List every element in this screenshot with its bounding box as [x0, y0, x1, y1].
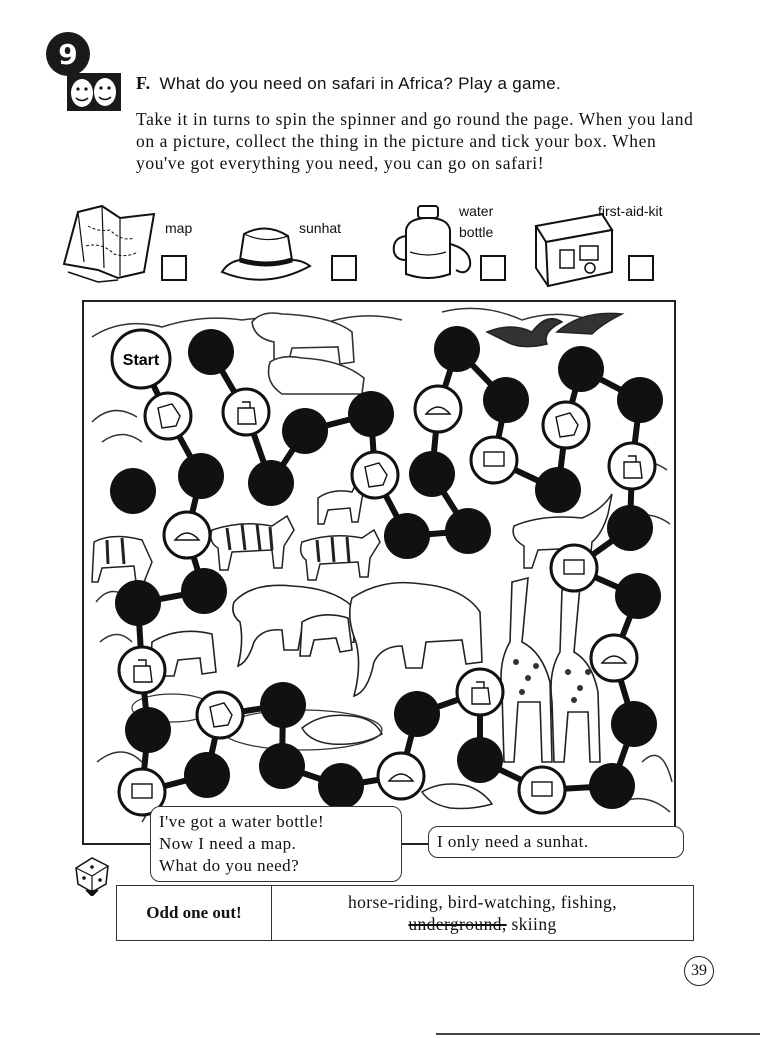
start-label: Start — [122, 352, 160, 369]
crossed-out-word: underground, — [408, 914, 507, 934]
task-letter: F. — [136, 73, 151, 93]
board-square[interactable] — [457, 737, 503, 783]
page-number: 39 — [684, 956, 714, 986]
first-aid-kit-label: first-aid-kit — [598, 203, 663, 219]
speech-bubble-right — [428, 826, 684, 858]
board-square[interactable] — [615, 573, 661, 619]
bubble-line: I only need a sunhat. — [437, 832, 589, 851]
first-aid-kit-icon — [132, 784, 152, 798]
board-square[interactable] — [282, 408, 328, 454]
board-square[interactable] — [384, 513, 430, 559]
board-square[interactable] — [125, 707, 171, 753]
speech-bubble-left — [150, 806, 402, 882]
board-square[interactable] — [409, 451, 455, 497]
board-square[interactable] — [558, 346, 604, 392]
board-square[interactable] — [318, 763, 364, 809]
board-drawing — [84, 302, 676, 845]
zebra-drawing — [92, 516, 380, 582]
odd-one-out-line: horse-riding, bird-watching, fishing, — [348, 892, 617, 912]
board-square[interactable] — [184, 752, 230, 798]
map-checkbox[interactable] — [161, 255, 187, 281]
board-square[interactable] — [115, 580, 161, 626]
task-title-text: What do you need on safari in Africa? Play a game. — [159, 74, 561, 93]
board-square[interactable] — [617, 377, 663, 423]
odd-one-out-label: Odd one out! — [117, 886, 272, 940]
lion-drawing — [252, 313, 364, 394]
board-square[interactable] — [110, 468, 156, 514]
task-title — [136, 73, 561, 94]
board-square[interactable] — [434, 326, 480, 372]
unit-number: 9 — [58, 37, 78, 71]
task-instructions: Take it in turns to spin the spinner and go round the page. When you land on a picture, collect the thing in the picture and tick your box. When you've got everything you need, you can go on safari! — [136, 109, 694, 173]
odd-one-out-line — [272, 913, 693, 935]
first-aid-kit-checkbox[interactable] — [628, 255, 654, 281]
die-icon — [72, 852, 112, 896]
pair-work-faces-icon — [66, 72, 122, 112]
game-board — [82, 300, 676, 845]
board-square[interactable] — [260, 682, 306, 728]
first-aid-kit-icon — [484, 452, 504, 466]
bottom-rule — [436, 1033, 760, 1035]
bottle-label: bottle — [459, 224, 494, 240]
board-square[interactable] — [611, 701, 657, 747]
board-square[interactable] — [589, 763, 635, 809]
bubble-line: I've got a water bottle! — [159, 812, 325, 831]
board-square[interactable] — [181, 568, 227, 614]
odd-one-out-words — [272, 886, 693, 940]
unit-badge — [46, 32, 90, 76]
first-aid-kit-icon — [532, 782, 552, 796]
odd-one-out-word: skiing — [511, 914, 557, 934]
map-label: map — [165, 220, 193, 236]
board-square[interactable] — [248, 460, 294, 506]
bubble-line: What do you need? — [159, 856, 300, 875]
sunhat-checkbox[interactable] — [331, 255, 357, 281]
water-bottle-checkbox[interactable] — [480, 255, 506, 281]
sunhat-label: sunhat — [299, 220, 342, 236]
bird-drawing — [487, 313, 622, 346]
water-label: water — [459, 203, 494, 219]
board-square[interactable] — [188, 329, 234, 375]
odd-one-out-box — [116, 885, 694, 941]
map-icon — [58, 202, 162, 290]
bubble-line: Now I need a map. — [159, 834, 297, 853]
first-aid-kit-icon — [564, 560, 584, 574]
board-square[interactable] — [445, 508, 491, 554]
board-square[interactable] — [259, 743, 305, 789]
giraffe-drawing — [501, 578, 600, 762]
board-square[interactable] — [535, 467, 581, 513]
board-square[interactable] — [348, 391, 394, 437]
board-square[interactable] — [394, 691, 440, 737]
board-square[interactable] — [607, 505, 653, 551]
board-square[interactable] — [178, 453, 224, 499]
board-square[interactable] — [483, 377, 529, 423]
